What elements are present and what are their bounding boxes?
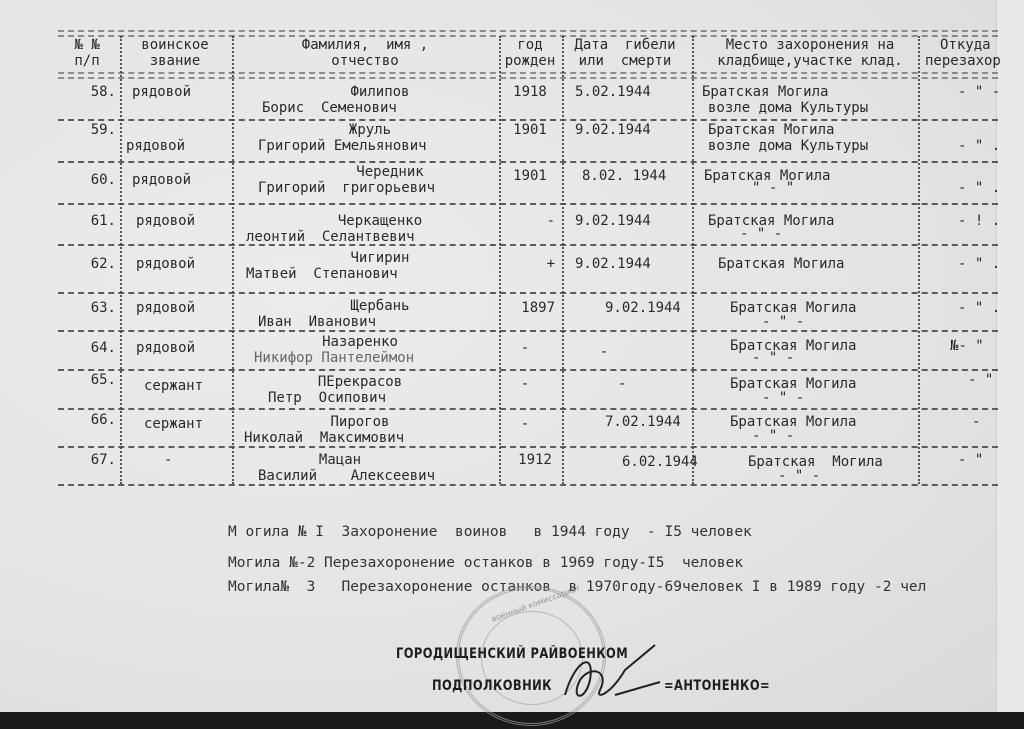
row-born: -: [520, 416, 530, 432]
row-given: Иван Иванович: [258, 314, 377, 330]
row-rank: рядовой: [136, 300, 196, 316]
row-place2: - " -: [752, 428, 795, 444]
grave-1-summary: М огила № I Захоронение воинов в 1944 году - I5 человек: [228, 524, 752, 540]
col-rank-l1: воинское: [141, 37, 209, 53]
col-name-l2: отчество: [331, 53, 399, 69]
row-from: - " -: [958, 84, 1001, 100]
row-rank: сержант: [144, 378, 204, 394]
row-from: - ! .: [958, 213, 1001, 229]
row-from: - " .: [958, 300, 1001, 316]
row-place2: - " -: [740, 226, 783, 242]
row-place1: Братская Могила: [708, 122, 835, 138]
col-num-l2: п/п: [74, 53, 100, 69]
row-rule: [58, 292, 998, 294]
col-from-l2: перезахор: [925, 53, 1001, 69]
row-born: -: [520, 340, 530, 356]
row-death: 5.02.1944: [575, 84, 651, 100]
row-given: Николай Максимович: [244, 430, 405, 446]
row-death: 8.02. 1944: [582, 168, 667, 184]
row-given: Григорий григорьевич: [258, 180, 436, 196]
office-title: ГОРОДИЩЕНСКИЙ РАЙВОЕНКОМ: [396, 646, 629, 662]
row-born: +: [546, 256, 555, 272]
row-surname: ПЕрекрасов: [317, 374, 403, 390]
row-born: 1912: [518, 452, 552, 468]
row-given: Никифор Пантелеймон: [254, 350, 415, 366]
stamp-text: военный комиссариат: [490, 583, 582, 624]
row-place2: возле дома Культуры: [708, 100, 869, 116]
row-rule: [58, 119, 998, 121]
row-given: леонтий Селантвевич: [246, 229, 415, 245]
row-given: Григорий Емельянович: [258, 138, 427, 154]
row-place1: Братская Могила: [708, 213, 835, 229]
row-surname: Назаренко: [322, 334, 398, 350]
row-death: 9.02.1944: [575, 256, 651, 272]
page-edge: [996, 0, 1024, 712]
row-place2: - " -: [778, 468, 821, 484]
row-rank: рядовой: [136, 340, 196, 356]
row-death: 9.02.1944: [575, 122, 651, 138]
row-rank: рядовой: [136, 256, 196, 272]
row-rule: [58, 446, 998, 448]
grave-3-summary: Могила№ 3 Перезахоронение останков в 1970году-69человек I в 1989 году -2 чел: [228, 579, 927, 595]
row-place1: Братская Могила: [718, 256, 845, 272]
col-num-l1: № №: [74, 37, 100, 53]
col-from-l1: Откуда: [940, 37, 991, 53]
row-place2: - " -: [762, 390, 805, 406]
row-num: 61.: [90, 213, 116, 229]
row-place1: Братская Могила: [702, 84, 829, 100]
row-from: - " .: [958, 138, 1001, 154]
row-num: 67.: [90, 452, 116, 468]
row-rank: рядовой: [136, 213, 196, 229]
handwritten-signature: [555, 640, 665, 710]
row-place2: - " -: [752, 350, 795, 366]
row-place1: Братская Могила: [730, 376, 857, 392]
row-rank: -: [164, 452, 173, 468]
col-rank-l2: звание: [149, 53, 201, 69]
row-surname: Жруль: [348, 122, 392, 138]
row-rank: рядовой: [126, 138, 186, 154]
row-given: Василий Алексеевич: [258, 468, 436, 484]
row-from: №- ": [950, 338, 984, 354]
row-given: Петр Осипович: [268, 390, 387, 406]
row-surname: Мацан: [318, 452, 362, 468]
row-surname: Пирогов: [330, 414, 390, 430]
row-place1: Братская Могила: [704, 168, 831, 184]
col-born-l1: год: [517, 37, 543, 53]
row-born: -: [520, 376, 530, 392]
row-surname: Черкащенко: [337, 213, 423, 229]
row-rule: [58, 330, 998, 332]
col-death-l1: Дата гибели: [574, 37, 676, 53]
row-death: 9.02.1944: [605, 300, 681, 316]
row-num: 64.: [90, 340, 116, 356]
row-place1: Братская Могила: [730, 414, 857, 430]
row-num: 58.: [90, 84, 116, 100]
row-rule: [58, 203, 998, 205]
row-place1: Братская Могила: [730, 338, 857, 354]
row-num: 59.: [90, 122, 116, 138]
row-from: - ": [968, 372, 994, 388]
officer-name: =АНТОНЕНКО=: [664, 678, 771, 694]
row-place2: возле дома Культуры: [708, 138, 869, 154]
row-place2: " - ": [752, 180, 795, 196]
officer-rank: ПОДПОЛКОВНИК: [432, 678, 552, 694]
col-divider: [918, 36, 920, 484]
row-from: - " .: [958, 256, 1001, 272]
row-born: -: [546, 213, 555, 229]
row-death: 6.02.1944: [622, 454, 698, 470]
row-rank: рядовой: [132, 172, 192, 188]
col-divider: [120, 36, 122, 484]
row-rule: [58, 161, 998, 163]
row-death: 7.02.1944: [605, 414, 681, 430]
row-rule: [58, 408, 998, 410]
row-num: 65.: [90, 372, 116, 388]
row-given: Матвей Степанович: [246, 266, 398, 282]
row-death: -: [618, 376, 627, 392]
row-from: -: [972, 414, 981, 430]
row-num: 66.: [90, 412, 116, 428]
row-rank: сержант: [144, 416, 204, 432]
row-born: 1901: [513, 168, 547, 184]
row-surname: Щербань: [350, 298, 410, 314]
row-born: 1901: [513, 122, 547, 138]
row-num: 63.: [90, 300, 116, 316]
col-place-l2: кладбище,участке клад.: [717, 53, 903, 69]
col-death-l2: или смерти: [578, 53, 672, 69]
row-born: 1897: [521, 300, 555, 316]
header-top-rule: [58, 30, 998, 37]
row-num: 62.: [90, 256, 116, 272]
row-rank: рядовой: [132, 84, 192, 100]
row-from: - " .: [958, 180, 1001, 196]
col-divider: [692, 36, 694, 484]
row-rule: [58, 369, 998, 371]
col-place-l1: Место захоронения на: [725, 37, 895, 53]
row-place1: Братская Могила: [730, 300, 857, 316]
row-place2: - " -: [762, 314, 805, 330]
col-divider: [562, 36, 564, 484]
header-bottom-rule: [58, 72, 998, 79]
row-death: -: [600, 344, 609, 360]
row-surname: Чигирин: [350, 250, 410, 266]
row-rule: [58, 484, 998, 486]
row-surname: Чередник: [356, 164, 424, 180]
col-divider: [232, 36, 234, 484]
col-divider: [499, 36, 501, 484]
row-given: Борис Семенович: [262, 100, 397, 116]
row-place1: Братская Могила: [748, 454, 883, 470]
row-born: 1918: [513, 84, 547, 100]
row-death: 9.02.1944: [575, 213, 651, 229]
col-name-l1: Фамилия, имя ,: [301, 37, 429, 53]
col-born-l2: рожден: [504, 53, 556, 69]
row-from: - ": [958, 452, 984, 468]
row-num: 60.: [90, 172, 116, 188]
row-rule: [58, 244, 998, 246]
row-surname: Филипов: [350, 84, 410, 100]
grave-2-summary: Могила №-2 Перезахоронение останков в 1969 году-I5 человек: [228, 555, 744, 571]
